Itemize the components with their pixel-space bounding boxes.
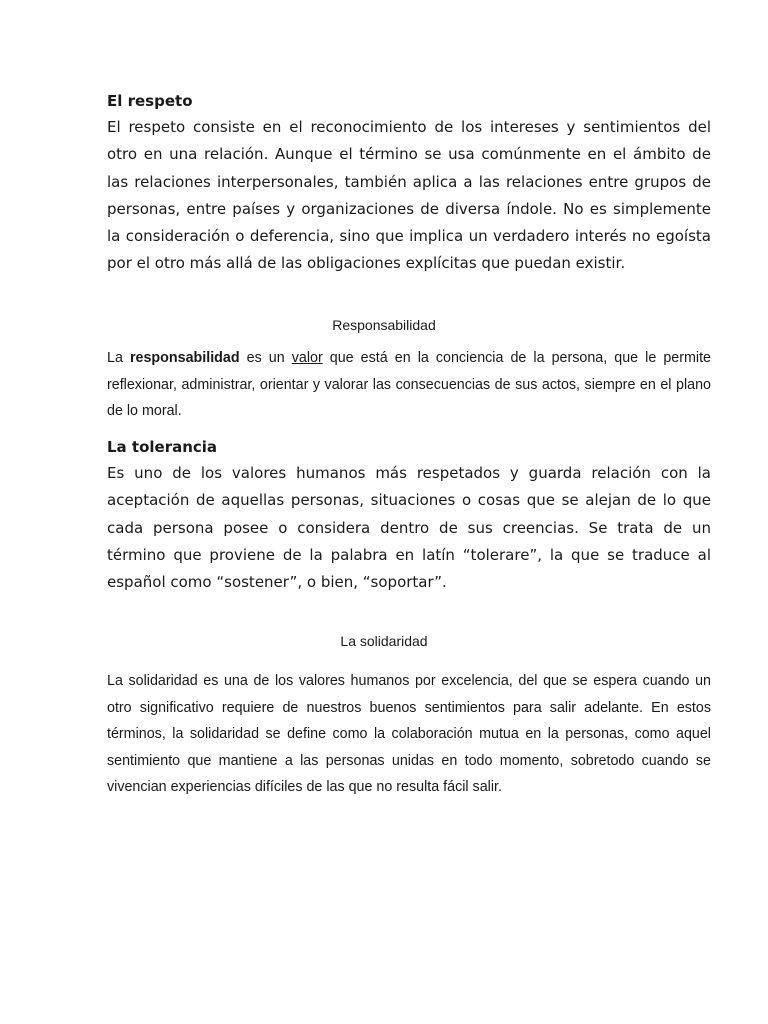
section-body: El respeto consiste en el reconocimiento de los intereses y sentimientos del otro en una relación. Aunque el término se usa comúnmente en el ámbito de las relaciones interpersonales, también aplica a las relaciones entre grupos de personas, entre países y organizaciones de diversa índole. No es simplemente la consideración o deferencia, sino que implica un verdadero interés no egoísta por el otro más allá de las obligaciones explícitas que puedan existir. [107, 118, 711, 273]
bold-term: responsabilidad [129, 350, 240, 366]
section-body: Es uno de los valores humanos más respetados y guarda relación con la aceptación de aquellas personas, situaciones o cosas que se alejan de lo que cada persona posee o considera dentro de sus creencias. Se trata de un término que proviene de la palabra en latín “tolerare”, la que se traduce al español como “sostener”, o bien, “soportar”. [107, 464, 711, 592]
section-solidaridad [107, 668, 711, 801]
section-body: La solidaridad es una de los valores humanos por excelencia, del que se espera cuando un otro significativo requiere de nuestros buenos sentimientos para salir adelante. En estos términos, la solidaridad se define como la colaboración mutua en la personas, como aquel sentimiento que mantiene a las personas unidas en todo momento, sobretodo cuando se vivencian experiencias difíciles de las que no resulta fácil salir. [107, 673, 711, 795]
section-title-responsabilidad: Responsabilidad [332, 317, 436, 333]
section-responsabilidad [107, 345, 711, 425]
section-title: La tolerancia [107, 438, 218, 456]
section-title-solidaridad: La solidaridad [340, 633, 428, 649]
section-body [107, 345, 711, 425]
valor-link[interactable]: valor [291, 350, 323, 366]
body-rest: que está en la conciencia de la persona, que le permite reflexionar, administrar, orientar y valorar las consecuencias de sus actos, siempre en el plano de lo moral. [107, 350, 712, 419]
section-title: El respeto [107, 92, 193, 110]
section-tolerancia [107, 437, 711, 596]
body-mid: es un [239, 350, 292, 366]
section-respeto [107, 91, 711, 278]
body-intro: La [107, 350, 130, 366]
